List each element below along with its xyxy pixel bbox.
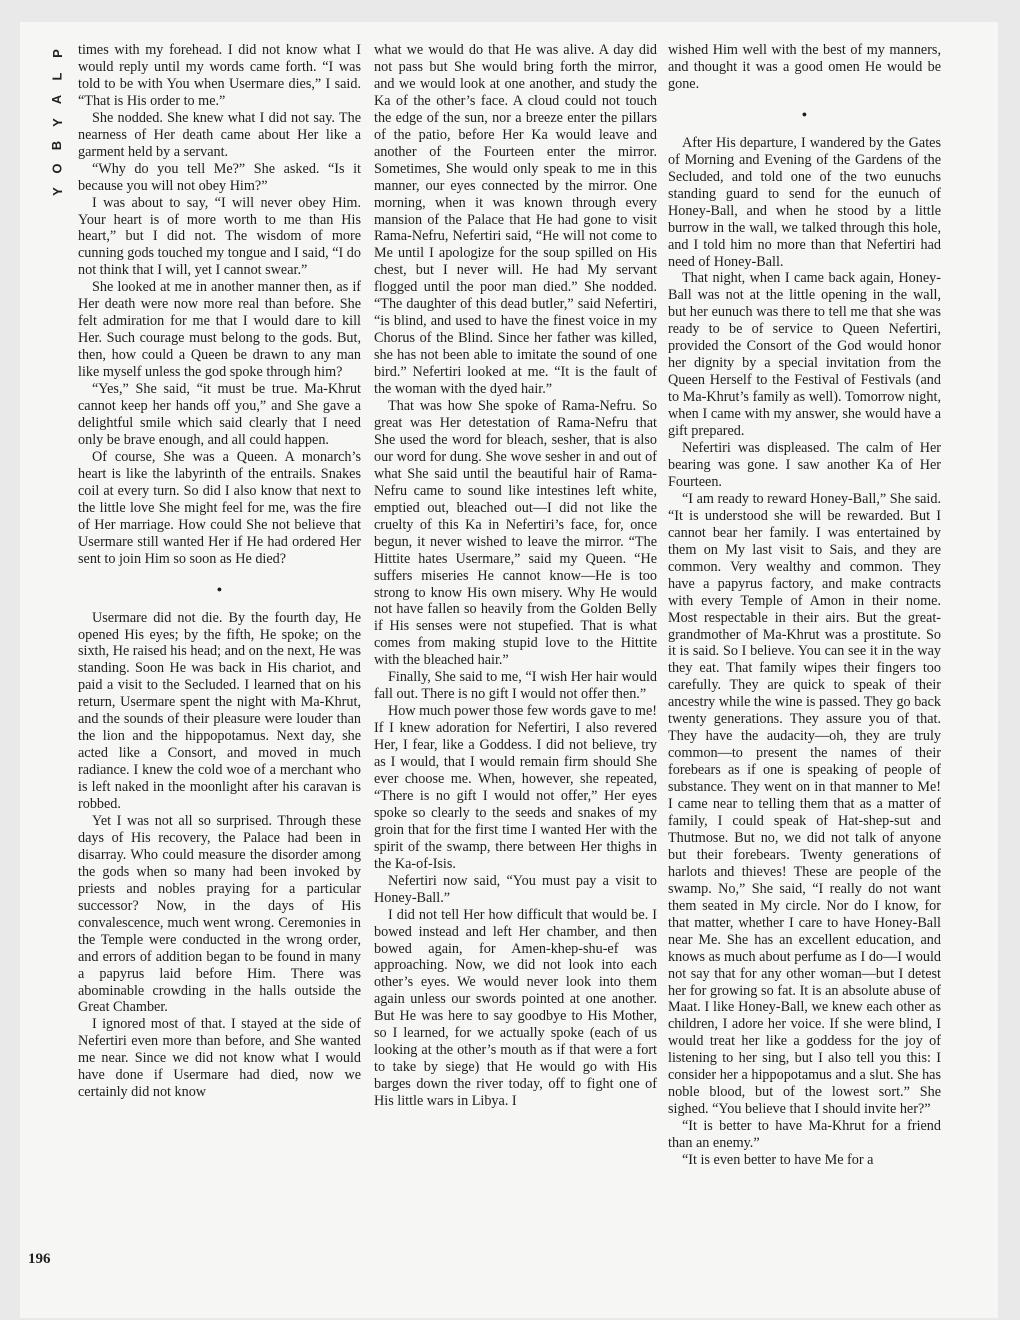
body-paragraph: Nefertiri now said, “You must pay a visit to Honey-Ball.” bbox=[374, 872, 657, 906]
text-column-2 bbox=[374, 42, 657, 1110]
masthead-letter: P bbox=[49, 49, 65, 58]
body-paragraph: Finally, She said to me, “I wish Her hair would fall out. There is no gift I would not offer then.” bbox=[374, 669, 657, 703]
section-separator: ● bbox=[216, 583, 223, 594]
body-paragraph: “Why do you tell Me?” She asked. “Is it because you will not obey Him?” bbox=[78, 160, 361, 194]
body-paragraph: times with my forehead. I did not know what I would reply until my words came forth. “I was told to be with You when Usermare dies,” I said. “That is His order to me.” bbox=[78, 42, 361, 109]
body-paragraph: That night, when I came back again, Honey-Ball was not at the little opening in the wall, but her eunuch was there to tell me that she was ready to be of service to Queen Nefertiri, provided the Consort of the God would honor her dignity by a special invitation from the Queen Herself to the Festival of Festivals (and to Ma-Khrut’s family as well). Tomorrow night, when I came with my answer, she would have a gift prepared. bbox=[668, 270, 941, 440]
body-paragraph: I ignored most of that. I stayed at the side of Nefertiri even more than before, and She wanted me near. Since we did not know what I would have done if Usermare had died, now we certainly did not know bbox=[78, 1016, 361, 1101]
body-paragraph: “Yes,” She said, “it must be true. Ma-Khrut cannot keep her hands off you,” and She gave a delightful smile which said clearly that I need only be brave enough, and all could happen. bbox=[78, 381, 361, 448]
separator-gap bbox=[668, 121, 941, 135]
body-paragraph: How much power those few words gave to me! If I knew adoration for Nefertiri, I also revered Her, I fear, like a Goddess. I did not believe, try as I would, that I would remain firm should She ever choose me. When, however, she repeated, “There is no gift I would not offer,” Her eyes spoke so clearly to the seeds and snakes of my groin that for the first time I wanted Her with the spirit of the swamp, there between Her thighs in the Ka-of-Isis. bbox=[374, 703, 657, 872]
page-number: 196 bbox=[28, 1251, 51, 1267]
body-paragraph: “It is better to have Ma-Khrut for a friend than an enemy.” bbox=[668, 1118, 941, 1152]
body-paragraph: After His departure, I wandered by the Gates of Morning and Evening of the Gardens of the Secluded, and told one of the two eunuchs standing guard to send for the eunuch of Honey-Ball, and when he stood by a little burrow in the wall, we talked through this hole, and I told him no more than that Nefertiri had need of Honey-Ball. bbox=[668, 134, 941, 270]
body-paragraph: I was about to say, “I will never obey Him. Your heart is of more worth to me than His heart,” but I did not. The wisdom of more cunning gods touched my tongue and I said, “I do not think that I will, yet I cannot swear.” bbox=[78, 194, 361, 279]
body-paragraph: I did not tell Her how difficult that would be. I bowed instead and left Her chamber, and then bowed again, for Amen-khep-shu-ef was approaching. Now, we did not look into each other’s eyes. We would never look into them again unless our swords pointed at one another. But He was here to say goodbye to His Mother, so I learned, for we actually spoke (each of us looking at the other’s mouth as if that were a fort to take by siege) that He would go with His barges down the river today, off to fight one of His little wars in Libya. I bbox=[374, 906, 657, 1110]
masthead-letter: A bbox=[49, 94, 65, 105]
body-paragraph: what we would do that He was alive. A day did not pass but She would bring forth the mirror, and we would look at one another, and study the Ka of the other’s face. A cloud could not touch the edge of the sun, nor a breeze enter the pillars of the patio, before Her Ka would leave and another of the Fourteen enter the mirror. Sometimes, She would only speak to me in this manner, our eyes connected by the mirror. One morning, when it was known through every mansion of the Palace that He had gone to visit Rama-Nefru, Nefertiri said, “He will not come to Me until I apologize for the soup spilled on His chest, but I never will. He had My servant flogged until the poor man died.” She nodded. “The daughter of this dead butler,” said Nefertiri, “is blind, and used to have the finest voice in my Chorus of the Blind. Since her father was killed, she has not been able to imitate the sound of one bird.” Nefertiri looked at me. “It is the fault of the woman with the dyed hair.” bbox=[374, 42, 657, 398]
body-paragraph: wished Him well with the best of my manners, and thought it was a good omen He would be gone. bbox=[668, 42, 941, 92]
text-column-3 bbox=[668, 42, 941, 1169]
text-column-1 bbox=[78, 42, 361, 1101]
masthead-vertical bbox=[46, 42, 68, 203]
masthead-letter: O bbox=[49, 163, 65, 174]
masthead-letter: B bbox=[49, 140, 65, 151]
body-paragraph: That was how She spoke of Rama-Nefru. So great was Her detestation of Rama-Nefru that She used the word for bleach, sesher, that is also our word for dung. She wove sesher in and out of what She said until the beautiful hair of Rama-Nefru came to sound like intestines left white, emptied out, bleached out—I did not like the cruelty of this Ka in Nefertiri’s face, for, once begun, it never wished to leave the mirror. “The Hittite hates Usermare,” said my Queen. “He suffers miseries He cannot know—He is too strong to know His own misery. Why He would not have fallen so heavily from the Golden Belly if His senses were not stupefied. That is what comes from making stupid love to the Hittite with the bleached hair.” bbox=[374, 398, 657, 669]
body-paragraph: Nefertiri was displeased. The calm of Her bearing was gone. I saw another Ka of Her Fourteen. bbox=[668, 440, 941, 490]
body-paragraph: Usermare did not die. By the fourth day, He opened His eyes; by the fifth, He spoke; on the sixth, He raised his head; and on the next, He was standing. Soon He was back in His chariot, and paid a visit to the Secluded. I learned that on his return, Usermare spent the night with Ma-Khrut, and the sounds of their pleasure were louder than the lion and the hippopotamus. Next day, she acted like a Consort, and moved in much radiance. I knew the cold woe of a merchant who is left naked in the moonlight after his caravan is robbed. bbox=[78, 609, 361, 813]
masthead-letter: Y bbox=[49, 118, 65, 127]
body-paragraph: She looked at me in another manner then, as if Her death were now more real than before. She felt admiration for me that I would dare to kill Her. Such courage must belong to the gods. But, then, how could a Queen be drawn to any man like myself unless the god spoke through him? bbox=[78, 279, 361, 381]
masthead-letter: Y bbox=[49, 187, 65, 196]
masthead-letter: L bbox=[49, 72, 65, 81]
magazine-page bbox=[20, 22, 998, 1318]
body-paragraph: “It is even better to have Me for a bbox=[682, 1152, 874, 1169]
body-paragraph: Yet I was not all so surprised. Through these days of His recovery, the Palace had been in disarray. Who could measure the disorder among the gods when so many had been invoked by priests and nobles praying for a particular successor? Now, in the days of His convalescence, much went wrong. Ceremonies in the Temple were conducted in the wrong order, and errors of addition began to be found in many a papyrus laid before Him. There was abominable crowding in the halls outside the Great Chamber. bbox=[78, 812, 361, 1016]
separator-gap bbox=[78, 596, 361, 610]
body-paragraph: Of course, She was a Queen. A monarch’s heart is like the labyrinth of the entrails. Snakes coil at every turn. So did I also know that next to the little love She might feel for me, was the fire of Her marriage. How could She not believe that Usermare still wanted Her if He had ordered Her sent to join Him so soon as He died? bbox=[78, 448, 361, 567]
body-paragraph: She nodded. She knew what I did not say. The nearness of Her death came about Her like a garment held by a servant. bbox=[78, 109, 361, 160]
body-paragraph: “I am ready to reward Honey-Ball,” She said. “It is understood she will be rewarded. But I cannot bear her family. I was entertained by them on My last visit to Sais, and they are common. Very wealthy and common. They have a papyrus factory, and make contracts with every Temple of Amon in their nome. Most respectable in their airs. But the great-grandmother of Ma-Khrut was a prostitute. So it is said. So I believe. You can see it in the way they eat. That family wipes their fingers too carefully. They are quick to speak of their ancestry while the wine is passed. They go back twenty generations. They assure you of that. They have the audacity—oh, they are truly common—to present the names of their forebears as if one is speaking of people of substance. They went on in that manner to Me! I came near to telling them that as a matter of family, I could speak of Hat-shep-sut and Thutmose. But no, we did not talk of anyone but their forebears. Twenty generations of harlots and thieves! These are people of the swamp. No,” She said, “I really do not want them seated in My circle. Nor do I know, for that matter, whether I care to have Honey-Ball near Me. She has an excellent education, and knows as much about perfume as I do—I would not say that for any other woman—but I detest her for growing so fat. It is an absolute abuse of Maat. I like Honey-Ball, we knew each other as children, I adore her voice. If she were blind, I would treat her like a goddess for the joy of listening to her sing, but I also tell you this: I consider her a hippopotamus and a slut. She has noble blood, but of the lowest sort.” She sighed. “You believe that I should invite her?” bbox=[668, 490, 941, 1118]
section-separator: ● bbox=[801, 108, 808, 119]
